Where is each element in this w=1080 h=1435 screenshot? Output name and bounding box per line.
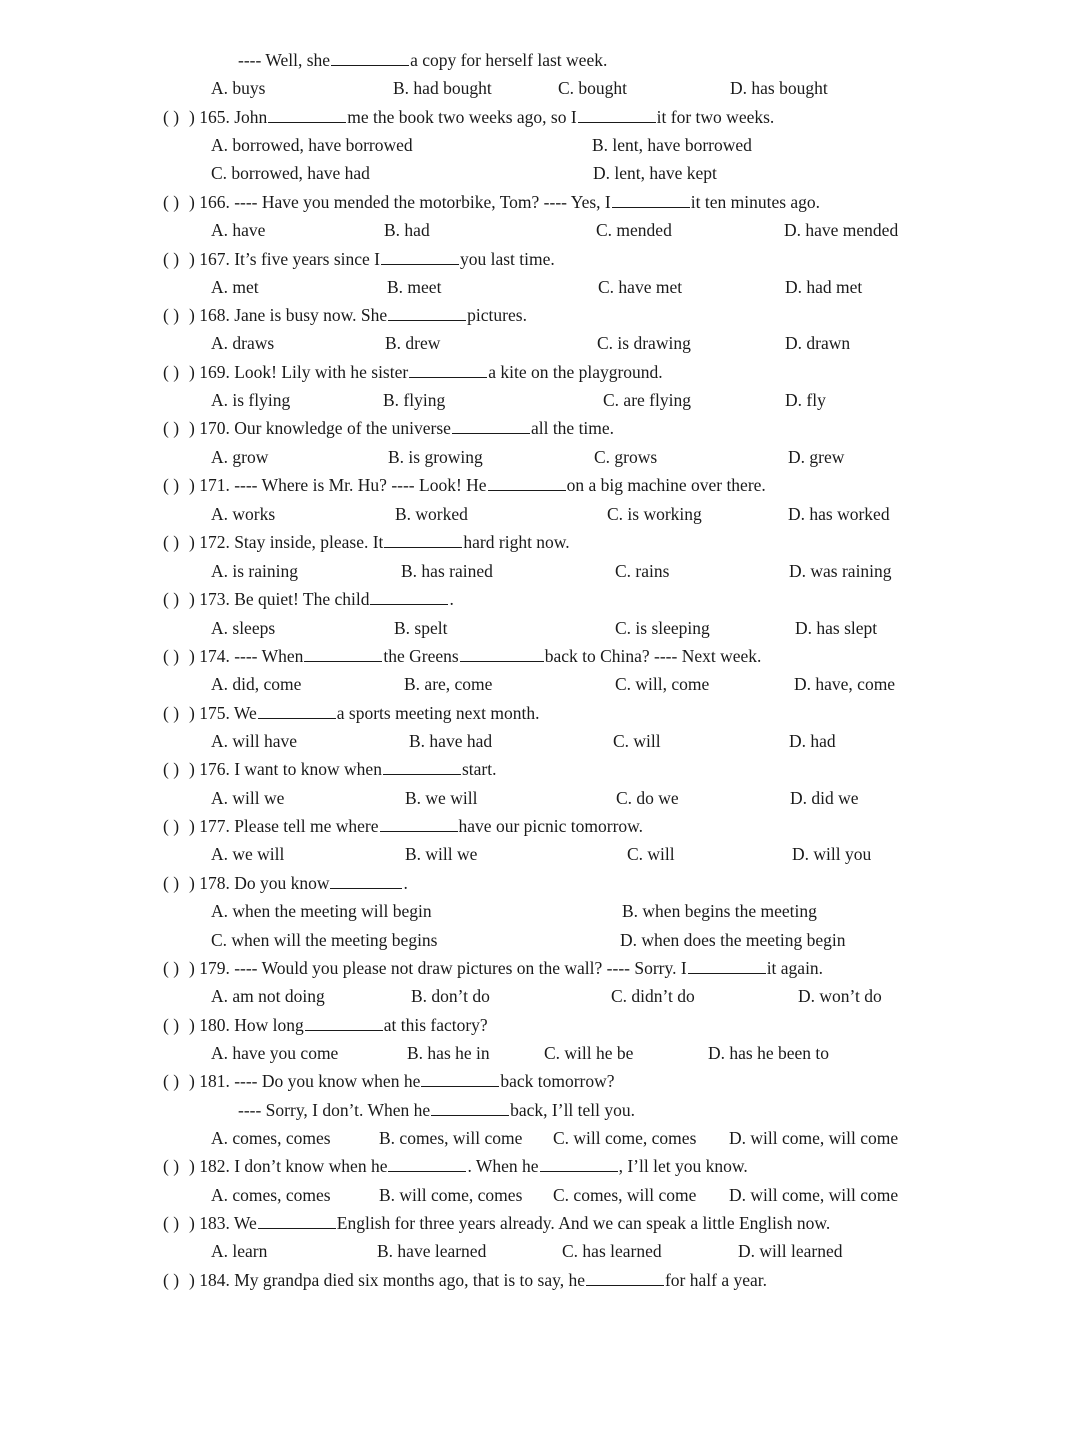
question-text: ) 166. ---- Have you mended the motorbike, Tom? ---- Yes, I [189,192,611,212]
option-c: C. when will the meeting begins [211,930,438,950]
option-b: B. had bought [393,78,492,98]
option-a: A. draws [211,333,275,353]
answer-blank [268,107,346,123]
answer-parenthesis: ( ) [163,958,180,978]
option-d: D. grew [788,447,845,467]
option-c: C. are flying [603,390,691,410]
question-text: pictures. [467,305,527,325]
answer-blank [384,532,462,548]
option-d: D. has worked [788,504,890,524]
question-text: ) 183. We [189,1213,257,1233]
option-d: D. drawn [785,333,851,353]
answer-blank [383,759,461,775]
option-d: D. fly [785,390,826,410]
option-a: A. is raining [211,561,299,581]
question-text: at this factory? [383,1015,488,1035]
option-a: A. comes, comes [211,1128,331,1148]
option-a: A. am not doing [211,986,325,1006]
option-d: D. won’t do [798,986,882,1006]
answer-parenthesis: ( ) [163,475,180,495]
option-c: C. will [627,844,675,864]
option-d: D. lent, have kept [593,163,717,183]
option-c: C. is sleeping [615,618,710,638]
option-d: D. will come, will come [729,1128,899,1148]
question-text: ) 180. How long [189,1015,304,1035]
question-text: . [403,873,408,893]
option-d: D. when does the meeting begin [620,930,846,950]
option-b: B. when begins the meeting [622,901,817,921]
question-text: ) 175. We [189,703,257,723]
answer-parenthesis: ( ) [163,1270,180,1290]
question-text: ) 171. ---- Where is Mr. Hu? ---- Look! He [189,475,487,495]
option-b: B. have learned [377,1241,487,1261]
option-b: B. are, come [404,674,493,694]
answer-parenthesis: ( ) [163,249,180,269]
question-text: a kite on the playground. [488,362,663,382]
question-text: , I’ll let you know. [618,1156,748,1176]
option-a: A. buys [211,78,266,98]
question-text: you last time. [459,249,555,269]
question-text: back, I’ll tell you. [510,1100,636,1120]
option-d: D. has he been to [708,1043,830,1063]
question-text: ) 178. Do you know [189,873,330,893]
question-text: it ten minutes ago. [690,192,821,212]
answer-parenthesis: ( ) [163,816,180,836]
option-b: B. we will [405,788,478,808]
option-c: C. is working [607,504,702,524]
answer-blank [586,1270,664,1286]
option-a: A. will we [211,788,285,808]
option-c: C. rains [615,561,670,581]
question-text: ) 179. ---- Would you please not draw pictures on the wall? ---- Sorry. I [189,958,687,978]
option-b: B. meet [387,277,442,297]
option-b: B. has rained [401,561,493,581]
question-text: all the time. [530,418,615,438]
option-d: D. will learned [738,1241,843,1261]
question-text: ) 173. Be quiet! The child [189,589,370,609]
option-a: A. have you come [211,1043,339,1063]
answer-blank [258,703,336,719]
option-b: B. spelt [394,618,448,638]
option-a: A. we will [211,844,285,864]
question-text: . [449,589,454,609]
option-b: B. drew [385,333,441,353]
option-a: A. have [211,220,266,240]
option-c: C. will, come [615,674,710,694]
option-b: B. comes, will come [379,1128,523,1148]
question-text: . When he [467,1156,539,1176]
answer-blank [612,192,690,208]
option-c: C. comes, will come [553,1185,697,1205]
question-text: ) 169. Look! Lily with he sister [189,362,409,382]
question-text: ) 182. I don’t know when he [189,1156,388,1176]
answer-parenthesis: ( ) [163,703,180,723]
question-text: ---- Well, she [238,50,331,70]
question-text: back to China? ---- Next week. [544,646,762,666]
option-d: D. will come, will come [729,1185,899,1205]
answer-blank [488,475,566,491]
option-c: C. borrowed, have had [211,163,370,183]
answer-parenthesis: ( ) [163,589,180,609]
question-text: have our picnic tomorrow. [458,816,644,836]
question-text: it for two weeks. [656,107,775,127]
answer-blank [330,873,402,889]
option-a: A. when the meeting will begin [211,901,432,921]
option-c: C. is drawing [597,333,691,353]
question-text: ) 177. Please tell me where [189,816,379,836]
option-d: D. have mended [784,220,899,240]
option-c: C. bought [558,78,628,98]
question-text: ) 174. ---- When [189,646,304,666]
option-b: B. has he in [407,1043,490,1063]
answer-parenthesis: ( ) [163,873,180,893]
answer-blank [460,646,544,662]
option-c: C. has learned [562,1241,662,1261]
option-c: C. will [613,731,661,751]
question-text: hard right now. [463,532,570,552]
question-text: a copy for herself last week. [410,50,608,70]
option-b: B. lent, have borrowed [592,135,752,155]
answer-parenthesis: ( ) [163,646,180,666]
answer-blank [409,362,487,378]
question-text: ) 184. My grandpa died six months ago, that is to say, he [189,1270,585,1290]
option-c: C. will he be [544,1043,634,1063]
question-text: ) 170. Our knowledge of the universe [189,418,451,438]
question-text: ) 172. Stay inside, please. It [189,532,384,552]
option-d: D. has slept [795,618,878,638]
option-b: B. is growing [388,447,483,467]
answer-parenthesis: ( ) [163,362,180,382]
answer-parenthesis: ( ) [163,532,180,552]
option-d: D. have, come [794,674,896,694]
answer-blank [578,107,656,123]
option-a: A. borrowed, have borrowed [211,135,413,155]
answer-parenthesis: ( ) [163,1213,180,1233]
answer-blank [688,958,766,974]
option-b: B. worked [395,504,468,524]
option-b: B. don’t do [411,986,490,1006]
answer-blank [540,1156,618,1172]
question-text: a sports meeting next month. [336,703,540,723]
option-b: B. will come, comes [379,1185,523,1205]
answer-blank [380,816,458,832]
question-text: ) 176. I want to know when [189,759,382,779]
option-d: D. had [789,731,836,751]
option-c: C. grows [594,447,658,467]
question-text: start. [461,759,497,779]
option-d: D. had met [785,277,863,297]
option-a: A. met [211,277,259,297]
answer-parenthesis: ( ) [163,759,180,779]
option-d: D. will you [792,844,872,864]
answer-blank [305,1015,383,1031]
question-text: it again. [766,958,824,978]
answer-blank [331,50,409,66]
answer-parenthesis: ( ) [163,107,180,127]
option-a: A. will have [211,731,298,751]
option-a: A. is flying [211,390,291,410]
option-d: D. has bought [730,78,828,98]
question-text: the Greens [383,646,459,666]
answer-blank [388,1156,466,1172]
answer-blank [381,249,459,265]
question-text: ) 181. ---- Do you know when he [189,1071,421,1091]
question-text: for half a year. [664,1270,767,1290]
option-b: B. flying [383,390,446,410]
answer-parenthesis: ( ) [163,1071,180,1091]
answer-parenthesis: ( ) [163,1156,180,1176]
option-c: C. didn’t do [611,986,695,1006]
option-b: B. will we [405,844,478,864]
question-text: on a big machine over there. [566,475,766,495]
answer-parenthesis: ( ) [163,305,180,325]
option-c: C. will come, comes [553,1128,697,1148]
question-text: ) 167. It’s five years since I [189,249,380,269]
option-a: A. learn [211,1241,268,1261]
question-text: ) 168. Jane is busy now. She [189,305,388,325]
option-b: B. have had [409,731,493,751]
option-a: A. works [211,504,276,524]
question-text: English for three years already. And we can speak a little English now. [336,1213,831,1233]
option-d: D. was raining [789,561,892,581]
option-c: C. have met [598,277,683,297]
question-text: back tomorrow? [500,1071,615,1091]
option-c: C. do we [616,788,679,808]
answer-blank [258,1213,336,1229]
answer-parenthesis: ( ) [163,418,180,438]
option-b: B. had [384,220,430,240]
answer-blank [452,418,530,434]
option-a: A. grow [211,447,269,467]
option-a: A. sleeps [211,618,276,638]
answer-blank [388,305,466,321]
option-c: C. mended [596,220,672,240]
answer-blank [370,589,448,605]
option-a: A. comes, comes [211,1185,331,1205]
option-d: D. did we [790,788,859,808]
answer-parenthesis: ( ) [163,192,180,212]
answer-blank [421,1071,499,1087]
answer-blank [304,646,382,662]
question-text: ---- Sorry, I don’t. When he [238,1100,431,1120]
question-text: ) 165. John [189,107,268,127]
question-text: me the book two weeks ago, so I [347,107,577,127]
option-a: A. did, come [211,674,302,694]
answer-parenthesis: ( ) [163,1015,180,1035]
answer-blank [431,1100,509,1116]
